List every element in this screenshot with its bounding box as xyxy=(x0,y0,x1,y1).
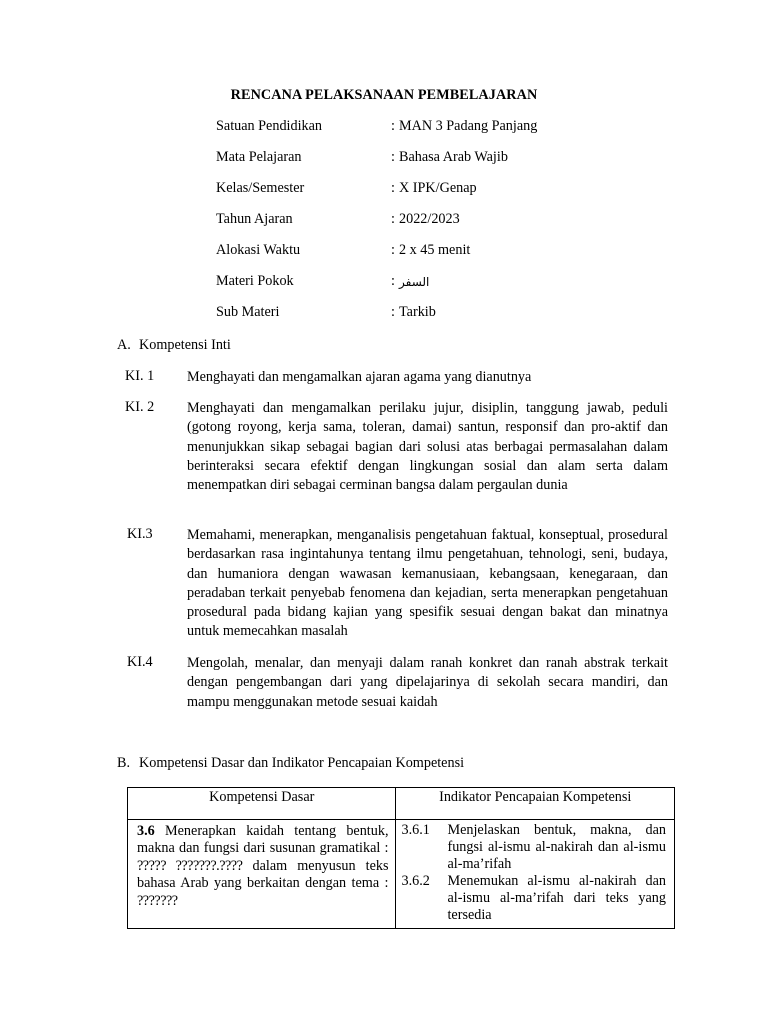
identity-colon: : xyxy=(391,149,395,165)
identity-colon: : xyxy=(391,118,395,134)
table-header-indicator: Indikator Pencapaian Kompetensi xyxy=(396,788,675,820)
table-header-kd: Kompetensi Dasar xyxy=(128,788,396,820)
identity-label: Satuan Pendidikan xyxy=(216,118,322,134)
identity-colon: : xyxy=(391,273,395,289)
section-title: Kompetensi Dasar dan Indikator Pencapaian Kompetensi xyxy=(139,755,465,771)
identity-label: Materi Pokok xyxy=(216,273,294,289)
identity-row-school xyxy=(216,118,716,138)
indicator-text: Menemukan al-ismu al-nakirah dan al-ismu al-ma’rifah dari teks yang tersedia xyxy=(447,873,666,923)
ki-code: KI.4 xyxy=(127,654,153,670)
kd-text-part2: dalam menyusun teks bahasa Arab yang berkaitan dengan tema : xyxy=(137,857,389,892)
kd-code: 3.6 xyxy=(137,823,155,839)
identity-colon: : xyxy=(391,304,395,320)
kd-cell xyxy=(128,820,396,929)
indicator-code: 3.6.2 xyxy=(401,873,430,889)
identity-row-subtopic xyxy=(216,304,716,324)
table-header-row xyxy=(128,788,675,820)
identity-label: Sub Materi xyxy=(216,304,280,320)
ki-text: Menghayati dan mengamalkan ajaran agama yang dianutnya xyxy=(187,369,532,385)
ki-text: Menghayati dan mengamalkan perilaku jujur, disiplin, tanggung jawab, peduli (gotong royong, kerja sama, toleran, damai) santun, responsif dan pro-aktif dan menunjukkan sikap sebagai bagian dari solusi atas berbagai permasalahan dalam berinteraksi secara efektif dengan lingkungan sosial dan alam serta dalam menempatkan diri sebagai cerminan bangsa dalam pergaulan dunia xyxy=(187,400,668,494)
document-title: RENCANA PELAKSANAAN PEMBELAJARAN xyxy=(230,87,538,103)
identity-row-year xyxy=(216,211,716,231)
identity-colon: : xyxy=(391,211,395,227)
identity-label: Alokasi Waktu xyxy=(216,242,301,258)
identity-colon: : xyxy=(391,242,395,258)
identity-value: X IPK/Genap xyxy=(399,180,477,196)
identity-label: Mata Pelajaran xyxy=(216,149,302,165)
identity-value: Tarkib xyxy=(399,304,436,320)
identity-label: Kelas/Semester xyxy=(216,180,305,196)
identity-row-topic xyxy=(216,273,716,293)
identity-label: Tahun Ajaran xyxy=(216,211,293,227)
competency-table xyxy=(127,787,675,929)
table-row xyxy=(128,820,675,929)
section-title: Kompetensi Inti xyxy=(139,337,231,353)
ki-code: KI.3 xyxy=(127,526,153,542)
kd-glyphs-part2: ??????? xyxy=(137,892,178,909)
indicator-item xyxy=(401,822,666,873)
kd-glyphs-part1: ????? ???????.???? xyxy=(137,857,243,874)
identity-row-class xyxy=(216,180,716,200)
indicator-text: Menjelaskan bentuk, makna, dan fungsi al-ismu al-nakirah dan al-ismu al-ma’rifah xyxy=(447,822,666,872)
identity-value: MAN 3 Padang Panjang xyxy=(399,118,538,134)
identity-colon: : xyxy=(391,180,395,196)
indicator-item xyxy=(401,873,666,924)
ki-text: Memahami, menerapkan, menganalisis pengetahuan faktual, konseptual, prosedural berdasarkan rasa ingintahunya tentang ilmu pengetahuan, tehnologi, seni, budaya, dan humaniora dengan wawasan kemanusiaan, kebangsaan, kenegaraan, dan peradaban terkait penyebab fenomena dan kejadian, serta menerapkan pengetahuan prosedural pada bidang kajian yang spesifik sesuai dengan bakat dan minatnya untuk memecahkan masalah xyxy=(187,527,668,640)
ki-code: KI. 1 xyxy=(125,368,155,384)
indicator-cell xyxy=(396,820,675,929)
section-letter: B. xyxy=(117,755,131,771)
section-letter: A. xyxy=(117,337,131,353)
identity-value: Bahasa Arab Wajib xyxy=(399,149,508,165)
identity-value-arabic: السفر xyxy=(399,275,430,289)
indicator-code: 3.6.1 xyxy=(401,822,430,838)
section-a-heading xyxy=(117,337,231,354)
identity-row-time xyxy=(216,242,716,262)
section-b-heading xyxy=(117,755,464,772)
kd-text-part1: Menerapkan kaidah tentang bentuk, makna dan fungsi dari susunan gramatikal : xyxy=(137,823,389,857)
ki-text: Mengolah, menalar, dan menyaji dalam ranah konkret dan ranah abstrak terkait dengan pengembangan dari yang dipelajarinya di sekolah secara mandiri, dan mampu menggunakan metode sesuai kaidah xyxy=(187,655,668,710)
identity-value: 2 x 45 menit xyxy=(399,242,471,258)
identity-value: 2022/2023 xyxy=(399,211,460,227)
identity-row-subject xyxy=(216,149,716,169)
ki-code: KI. 2 xyxy=(125,399,155,415)
